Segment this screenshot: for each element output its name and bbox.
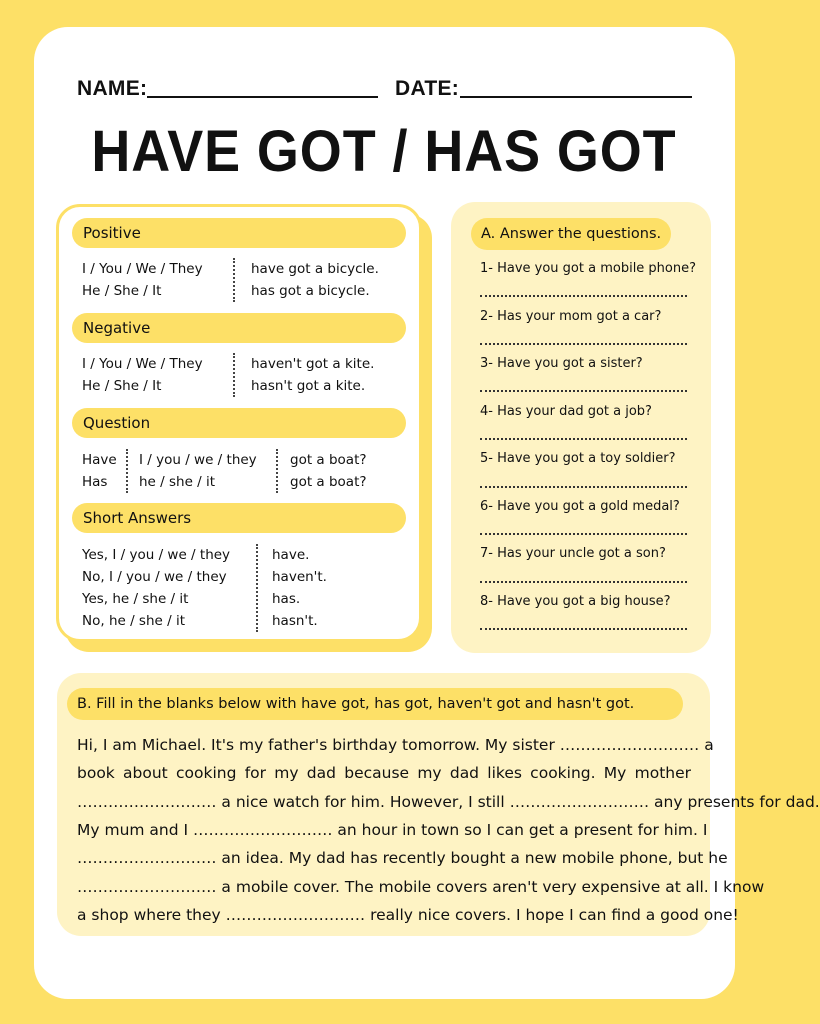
name-line[interactable]: [147, 96, 378, 98]
negative-predicate-1: haven't got a kite.: [251, 356, 375, 372]
negative-subject-2: He / She / It: [82, 378, 162, 394]
positive-predicate-2: has got a bicycle.: [251, 283, 370, 299]
question-3: 3- Have you got a sister?: [480, 356, 643, 371]
positive-divider: [233, 258, 235, 302]
question-2: 2- Has your mom got a car?: [480, 309, 662, 324]
positive-subject-2: He / She / It: [82, 283, 162, 299]
date-label: DATE:: [395, 77, 460, 100]
question-5: 5- Have you got a toy soldier?: [480, 451, 676, 466]
passage-line-5: ……………………… an idea. My dad has recently bought a new mobile phone, but he: [77, 849, 728, 867]
answer-line-2[interactable]: [480, 343, 687, 345]
section-a-heading: A. Answer the questions.: [471, 218, 671, 250]
short-answer-subject-2: No, I / you / we / they: [82, 569, 227, 585]
answer-line-1[interactable]: [480, 295, 687, 297]
positive-predicate-1: have got a bicycle.: [251, 261, 379, 277]
positive-heading: Positive: [72, 218, 406, 248]
section-b-heading: B. Fill in the blanks below with have got, has got, haven't got and hasn't got.: [67, 688, 683, 720]
short-answer-4: hasn't.: [272, 613, 318, 629]
answer-line-6[interactable]: [480, 533, 687, 535]
passage-line-4: My mum and I ……………………… an hour in town so I can get a present for him. I: [77, 821, 708, 839]
passage-line-7: a shop where they ……………………… really nice covers. I hope I can find a good one!: [77, 906, 739, 924]
short-answer-2: haven't.: [272, 569, 327, 585]
answer-line-4[interactable]: [480, 438, 687, 440]
negative-divider: [233, 353, 235, 397]
question-predicate-1: got a boat?: [290, 452, 367, 468]
name-date-row: [77, 77, 692, 101]
question-divider-2: [276, 449, 278, 493]
answer-line-5[interactable]: [480, 486, 687, 488]
negative-predicate-2: hasn't got a kite.: [251, 378, 366, 394]
question-verb-2: Has: [82, 474, 108, 490]
passage-line-1: Hi, I am Michael. It's my father's birthday tomorrow. My sister ……………………… a: [77, 736, 714, 754]
question-4: 4- Has your dad got a job?: [480, 404, 652, 419]
question-7: 7- Has your uncle got a son?: [480, 546, 666, 561]
date-line[interactable]: [460, 96, 692, 98]
question-1: 1- Have you got a mobile phone?: [480, 261, 697, 276]
question-subject-2: he / she / it: [139, 474, 216, 490]
passage-line-2: book about cooking for my dad because my dad likes cooking. My mother: [77, 764, 691, 782]
question-verb-1: Have: [82, 452, 117, 468]
short-answer-subject-1: Yes, I / you / we / they: [82, 547, 231, 563]
negative-subject-1: I / You / We / They: [82, 356, 203, 372]
question-8: 8- Have you got a big house?: [480, 594, 671, 609]
name-label: NAME:: [77, 77, 148, 100]
question-subject-1: I / you / we / they: [139, 452, 257, 468]
short-answer-3: has.: [272, 591, 301, 607]
negative-heading: Negative: [72, 313, 406, 343]
page-title: HAVE GOT / HAS GOT: [91, 119, 677, 184]
short-answers-heading: Short Answers: [72, 503, 406, 533]
short-answer-subject-3: Yes, he / she / it: [82, 591, 189, 607]
question-predicate-2: got a boat?: [290, 474, 367, 490]
answer-line-8[interactable]: [480, 628, 687, 630]
short-answer-subject-4: No, he / she / it: [82, 613, 186, 629]
question-6: 6- Have you got a gold medal?: [480, 499, 680, 514]
positive-subject-1: I / You / We / They: [82, 261, 203, 277]
answer-line-7[interactable]: [480, 581, 687, 583]
question-divider-1: [126, 449, 128, 493]
question-heading: Question: [72, 408, 406, 438]
short-answers-divider: [256, 544, 258, 632]
answer-line-3[interactable]: [480, 390, 687, 392]
short-answer-1: have.: [272, 547, 310, 563]
passage-line-6: ……………………… a mobile cover. The mobile covers aren't very expensive at all. I know: [77, 878, 765, 896]
passage-line-3: ……………………… a nice watch for him. However, I still ……………………… any presents for dad.: [77, 793, 820, 811]
